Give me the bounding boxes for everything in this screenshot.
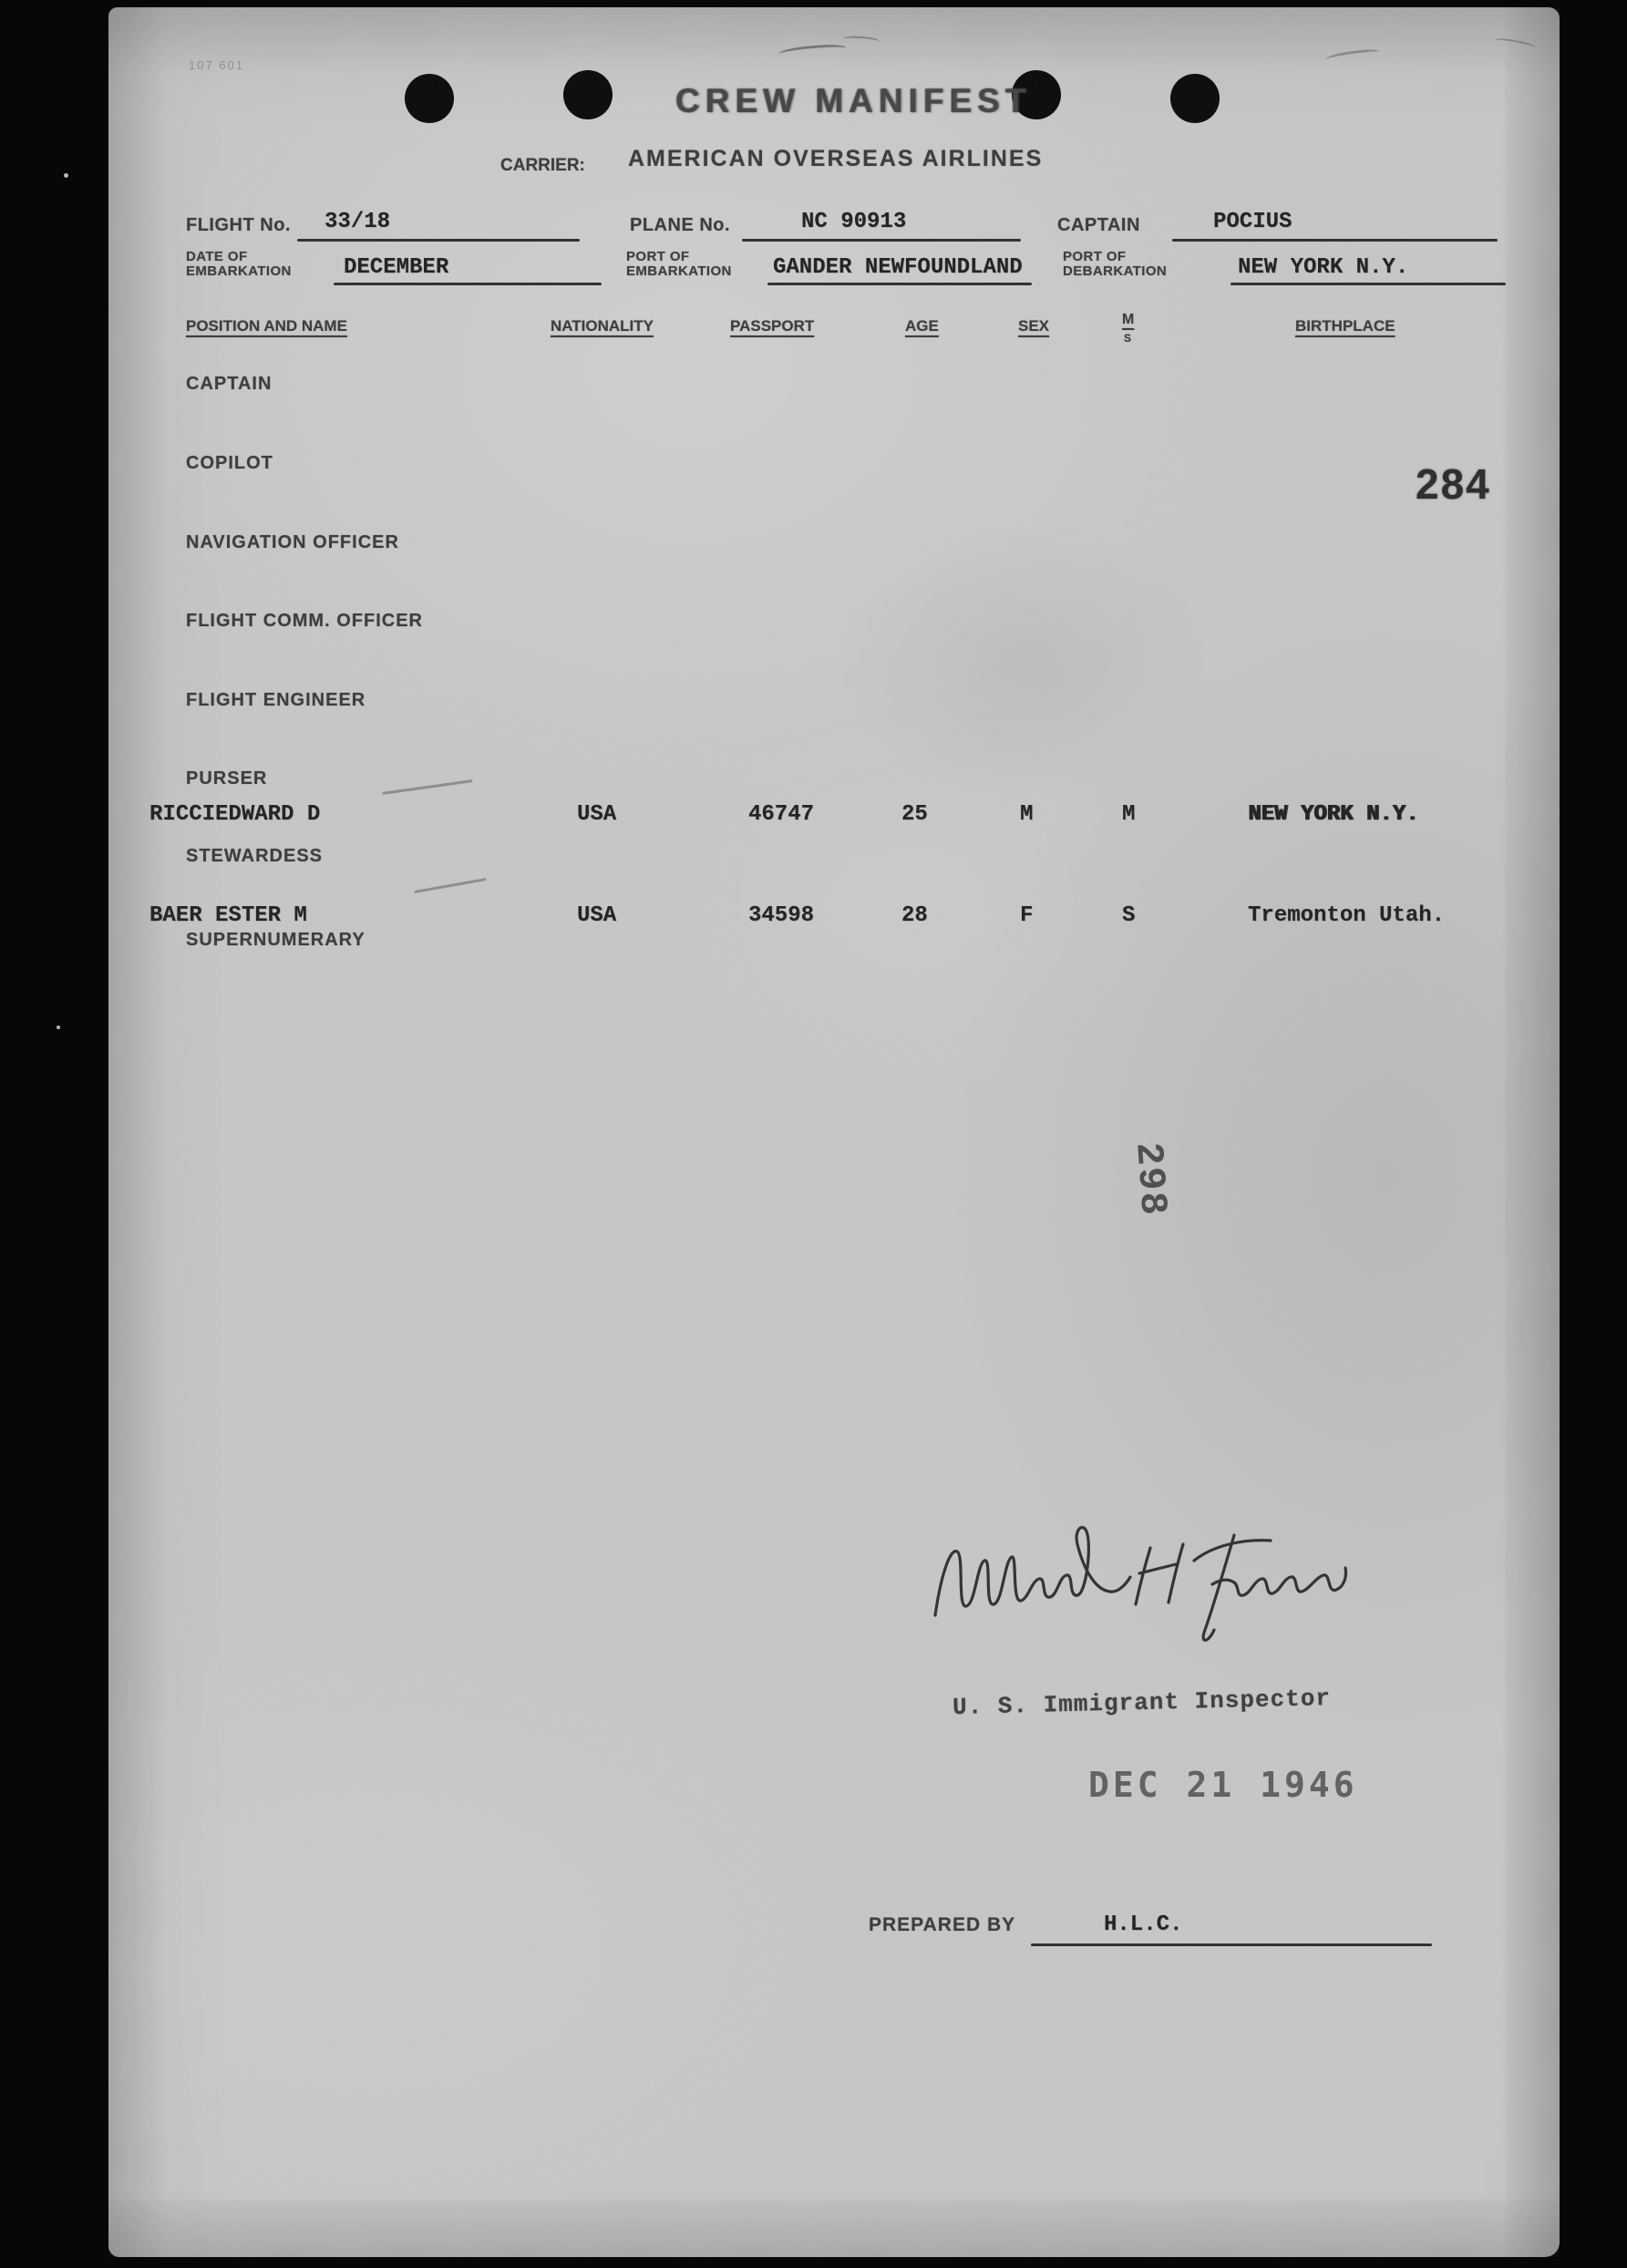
plane-no-blank-line [742,239,1021,242]
captain-label: CAPTAIN [1057,215,1140,235]
crew-nationality: USA [577,802,617,827]
punch-hole [1170,74,1220,123]
crew-name: BAER ESTER M [149,903,307,928]
crew-row-purser [108,802,1560,830]
port-embarkation-value: GANDER NEWFOUNDLAND [773,255,1023,280]
date-embarkation-value: DECEMBER [344,255,449,280]
ink-smudge [778,43,848,59]
position-label-flight-engineer: FLIGHT ENGINEER [186,690,366,710]
dust-speck [57,1026,60,1029]
position-label-purser: PURSER [186,768,268,789]
col-header-age: AGE [905,317,939,335]
port-debarkation-blank-line [1231,283,1506,285]
flight-no-value: 33/18 [324,210,391,234]
page-number-stamp: 284 [1416,460,1491,508]
crew-marital: M [1122,802,1136,827]
prepared-by-label: PREPARED BY [869,1914,1016,1935]
col-header-sex: SEX [1018,317,1050,335]
crew-name: RICCIEDWARD D [149,802,321,827]
col-header-marital-m: M [1122,312,1135,327]
crew-marital: S [1122,903,1136,928]
captain-blank-line [1172,239,1498,242]
date-embarkation-label-line1: DATE OF [186,249,248,264]
col-header-marital-s: S [1124,332,1132,345]
ink-smudge [843,36,880,46]
col-header-birthplace: BIRTHPLACE [1295,317,1395,335]
carrier-value: AMERICAN OVERSEAS AIRLINES [628,146,1044,171]
plane-no-label: PLANE No. [630,215,731,235]
crew-passport: 46747 [748,802,815,827]
date-embarkation-blank-line [334,283,602,285]
port-debarkation-label-line1: PORT OF [1063,249,1127,264]
crew-passport: 34598 [748,903,815,928]
captain-value: POCIUS [1213,210,1292,234]
position-label-stewardess: STEWARDESS [186,846,324,866]
dust-speck [64,173,68,178]
port-embarkation-label-line1: PORT OF [626,249,690,264]
plane-no-value: NC 90913 [801,210,907,234]
port-debarkation-label [1063,250,1167,279]
prepared-by-value: H.L.C. [1104,1912,1183,1937]
col-header-passport: PASSPORT [730,317,815,335]
port-embarkation-label-line2: EMBARKATION [626,263,732,279]
pencil-check-mark [382,779,472,795]
position-label-captain: CAPTAIN [186,374,273,394]
date-embarkation-label-line2: EMBARKATION [186,263,292,279]
punch-hole [405,74,454,123]
manifest-document-page [108,7,1560,2257]
position-label-supernumerary: SUPERNUMERARY [186,930,366,950]
crew-sex: M [1020,802,1034,827]
pencil-check-mark [414,878,486,893]
date-embarkation-label [186,250,292,279]
document-title: CREW MANIFEST [675,82,1032,119]
crew-birthplace: NEW YORK N.Y. [1248,802,1419,827]
position-label-copilot: COPILOT [186,453,273,473]
scan-grain-overlay [108,7,1560,2257]
side-page-number-stamp: 298 [1126,1140,1175,1219]
port-debarkation-label-line2: DEBARKATION [1063,263,1168,279]
punch-hole [563,70,613,119]
crew-age: 25 [901,802,928,827]
crew-birthplace: Tremonton Utah. [1248,903,1446,928]
port-embarkation-blank-line [767,283,1032,285]
inspector-signature [920,1513,1357,1668]
crew-nationality: USA [577,903,617,928]
crew-row-stewardess [108,903,1560,931]
position-label-navigation: NAVIGATION OFFICER [186,532,399,552]
ink-smudge [1494,36,1537,52]
flight-no-blank-line [297,239,580,242]
carrier-label: CARRIER: [500,156,585,175]
col-header-nationality: NATIONALITY [551,317,654,335]
crew-age: 28 [901,903,928,928]
port-debarkation-value: NEW YORK N.Y. [1238,255,1409,280]
received-date-stamp: DEC 21 1946 [1088,1765,1358,1805]
col-header-position-and-name: POSITION AND NAME [186,317,347,335]
immigrant-inspector-stamp: U. S. Immigrant Inspector [952,1684,1332,1722]
flight-no-label: FLIGHT No. [186,215,291,235]
port-embarkation-label [626,250,732,279]
crew-sex: F [1020,903,1034,928]
position-label-flight-comm: FLIGHT COMM. OFFICER [186,611,423,631]
prepared-by-blank-line [1031,1943,1432,1946]
ink-smudge [1325,47,1381,64]
form-code-text: 107 601 [189,58,244,72]
